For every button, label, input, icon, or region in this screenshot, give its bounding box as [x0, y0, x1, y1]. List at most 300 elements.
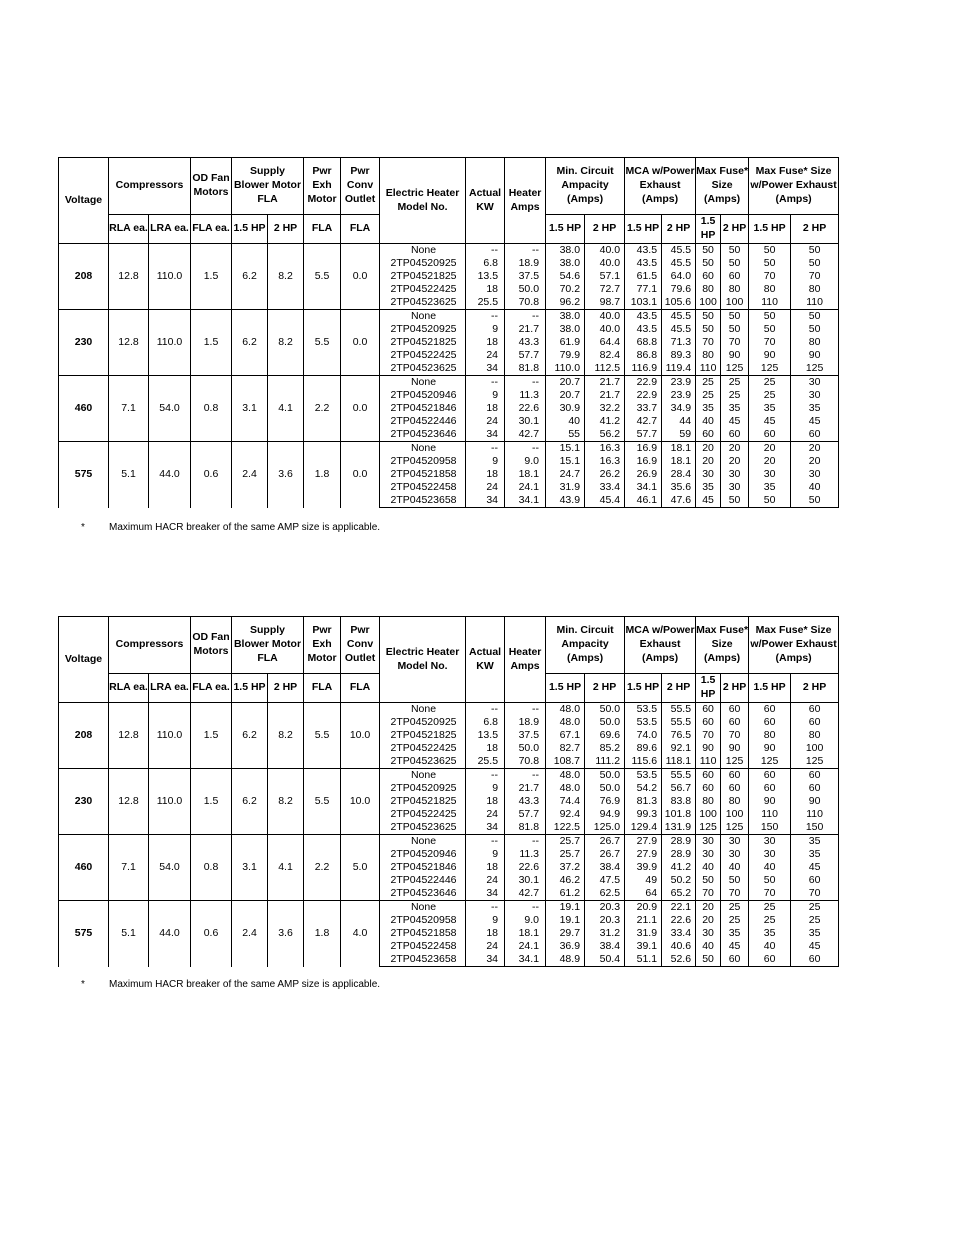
mca-pe-15hp-cell: 43.5 [625, 257, 662, 270]
mca-2hp-cell: 69.6 [585, 729, 625, 742]
od-fan-fla-cell: 0.6 [191, 901, 232, 967]
max-fuse-2hp-cell: 70 [721, 336, 749, 349]
max-fuse-15hp-cell: 50 [696, 310, 721, 324]
mca-pe-2hp-cell: 52.6 [662, 953, 696, 967]
max-fuse-15hp-cell: 60 [696, 782, 721, 795]
mca-pe-15hp-cell: 31.9 [625, 927, 662, 940]
mca-15hp-cell: 38.0 [546, 323, 585, 336]
max-fuse-2hp-cell: 60 [721, 270, 749, 283]
max-fuse-pe-2hp-cell: 90 [791, 795, 839, 808]
actual-kw-cell: 24 [466, 481, 505, 494]
max-fuse-pe-15hp-cell: 40 [749, 940, 791, 953]
mca-header: Min. Circuit Ampacity (Amps) [546, 617, 625, 674]
mca-pe-15hp-cell: 43.5 [625, 310, 662, 324]
max-fuse-pe-15hp-cell: 50 [749, 494, 791, 508]
heater-amps-cell: -- [505, 310, 546, 324]
heater-model-cell: 2TP04522425 [380, 742, 466, 755]
footnote-text: Maximum HACR breaker of the same AMP size is applicable. [109, 522, 381, 533]
heater-amps-cell: -- [505, 901, 546, 915]
mca-2hp-cell: 38.4 [585, 861, 625, 874]
mca-2hp-cell: 50.0 [585, 703, 625, 717]
actual-kw-cell: 9 [466, 455, 505, 468]
heater-model-cell: 2TP04522458 [380, 940, 466, 953]
mca-pe-2hp-cell: 65.2 [662, 887, 696, 901]
max-fuse-pe-15hp-cell: 50 [749, 257, 791, 270]
mca-pe-2hp-cell: 44 [662, 415, 696, 428]
mca-pe-2hp-header: 2 HP [662, 215, 696, 244]
max-fuse-pe-15hp-cell: 60 [749, 703, 791, 717]
mca-15hp-cell: 48.0 [546, 769, 585, 783]
actual-kw-cell: 34 [466, 887, 505, 901]
mca-2hp-cell: 64.4 [585, 336, 625, 349]
mca-pe-2hp-cell: 22.1 [662, 901, 696, 915]
max-fuse-pe-15hp-cell: 25 [749, 389, 791, 402]
mca-15hp-cell: 37.2 [546, 861, 585, 874]
actual-kw-cell: -- [466, 835, 505, 849]
max-fuse-15hp-cell: 30 [696, 835, 721, 849]
mca-pe-2hp-cell: 71.3 [662, 336, 696, 349]
voltage-header: Voltage [59, 617, 109, 703]
max-fuse-pe-15hp-cell: 20 [749, 442, 791, 456]
actual-kw-cell: 34 [466, 821, 505, 835]
heater-amps-cell: 57.7 [505, 349, 546, 362]
max-fuse-power-exhaust-header: Max Fuse* Size w/Power Exhaust (Amps) [749, 617, 839, 674]
heater-model-cell: None [380, 835, 466, 849]
mca-2hp-cell: 20.3 [585, 901, 625, 915]
mca-pe-15hp-cell: 57.7 [625, 428, 662, 442]
max-fuse-pe-2hp-cell: 60 [791, 703, 839, 717]
max-fuse-15hp-cell: 30 [696, 848, 721, 861]
heater-amps-cell: 42.7 [505, 428, 546, 442]
mca-15hp-cell: 43.9 [546, 494, 585, 508]
actual-kw-cell: 34 [466, 428, 505, 442]
mca-2hp-header: 2 HP [585, 215, 625, 244]
actual-kw-cell: 6.8 [466, 716, 505, 729]
mca-pe-2hp-cell: 45.5 [662, 323, 696, 336]
max-fuse-pe-15hp-cell: 25 [749, 914, 791, 927]
max-fuse-15hp-cell: 40 [696, 415, 721, 428]
blower-2hp-header: 2 HP [268, 674, 304, 703]
max-fuse-pe-2hp-cell: 60 [791, 769, 839, 783]
mca-15hp-cell: 38.0 [546, 244, 585, 258]
table-row [59, 835, 839, 849]
mca-pe-2hp-cell: 50.2 [662, 874, 696, 887]
max-fuse-15hp-cell: 60 [696, 703, 721, 717]
max-fuse-pe-15hp-cell: 110 [749, 808, 791, 821]
max-fuse-15hp-cell: 70 [696, 887, 721, 901]
mca-pe-15hp-cell: 61.5 [625, 270, 662, 283]
blower-2hp-fla-cell: 3.6 [268, 901, 304, 967]
mca-pe-2hp-cell: 101.8 [662, 808, 696, 821]
actual-kw-cell: 9 [466, 323, 505, 336]
actual-kw-header: Actual KW [466, 617, 505, 703]
max-fuse-15hp-cell: 100 [696, 808, 721, 821]
mca-15hp-cell: 19.1 [546, 901, 585, 915]
max-fuse-2hp-cell: 90 [721, 742, 749, 755]
max-fuse-pe-15hp-cell: 45 [749, 415, 791, 428]
mca-pe-2hp-cell: 59 [662, 428, 696, 442]
pwr-exh-header: Pwr Exh Motor [304, 158, 341, 215]
mca-2hp-cell: 125.0 [585, 821, 625, 835]
max-fuse-pe-15hp-cell: 25 [749, 376, 791, 390]
mca-pe-2hp-cell: 35.6 [662, 481, 696, 494]
actual-kw-cell: 24 [466, 808, 505, 821]
pwr-conv-fla-cell: 0.0 [341, 310, 380, 376]
footnote [81, 522, 380, 533]
actual-kw-cell: 9 [466, 782, 505, 795]
mca-pe-2hp-cell: 76.5 [662, 729, 696, 742]
max-fuse-pe-15hp-cell: 60 [749, 953, 791, 967]
heater-model-cell: 2TP04520925 [380, 716, 466, 729]
mca-15hp-cell: 79.9 [546, 349, 585, 362]
voltage-cell: 208 [59, 703, 109, 769]
max-fuse-2hp-cell: 45 [721, 415, 749, 428]
max-fuse-2hp-cell: 125 [721, 362, 749, 376]
mca-pe-2hp-cell: 34.9 [662, 402, 696, 415]
mca-pe-15hp-cell: 74.0 [625, 729, 662, 742]
footnote-marker: * [81, 522, 85, 533]
heater-amps-cell: 37.5 [505, 270, 546, 283]
pwr-exh-header: Pwr Exh Motor [304, 617, 341, 674]
actual-kw-cell: 34 [466, 953, 505, 967]
mca-pe-15hp-cell: 27.9 [625, 835, 662, 849]
actual-kw-cell: 6.8 [466, 257, 505, 270]
od-fan-header: OD Fan Motors [191, 617, 232, 674]
heater-model-cell: 2TP04521858 [380, 468, 466, 481]
max-fuse-pe-2hp-cell: 35 [791, 402, 839, 415]
actual-kw-cell: 25.5 [466, 296, 505, 310]
max-fuse-15hp-cell: 35 [696, 481, 721, 494]
max-fuse-15hp-cell: 70 [696, 729, 721, 742]
mca-2hp-cell: 112.5 [585, 362, 625, 376]
rla-cell: 12.8 [109, 703, 149, 769]
heater-model-cell: None [380, 244, 466, 258]
heater-model-cell: None [380, 310, 466, 324]
mca-2hp-cell: 16.3 [585, 442, 625, 456]
mca-15hp-cell: 48.0 [546, 716, 585, 729]
heater-amps-cell: 43.3 [505, 795, 546, 808]
max-fuse-pe-2hp-cell: 50 [791, 323, 839, 336]
pwr-conv-fla-cell: 4.0 [341, 901, 380, 967]
heater-model-cell: 2TP04523625 [380, 362, 466, 376]
heater-model-cell: 2TP04520946 [380, 389, 466, 402]
max-fuse-pe-2hp-cell: 25 [791, 901, 839, 915]
max-fuse-2hp-cell: 60 [721, 703, 749, 717]
actual-kw-cell: 18 [466, 468, 505, 481]
mca-pe-15hp-cell: 77.1 [625, 283, 662, 296]
max-fuse-pe-15hp-cell: 60 [749, 428, 791, 442]
max-fuse-2hp-cell: 60 [721, 953, 749, 967]
mca-15hp-cell: 15.1 [546, 455, 585, 468]
max-fuse-15hp-cell: 25 [696, 389, 721, 402]
lra-header: LRA ea. [149, 215, 191, 244]
heater-model-cell: None [380, 901, 466, 915]
heater-model-header: Electric Heater Model No. [380, 617, 466, 703]
blower-15hp-header: 1.5 HP [232, 215, 268, 244]
mca-pe-15hp-cell: 16.9 [625, 455, 662, 468]
mca-2hp-cell: 40.0 [585, 257, 625, 270]
rla-cell: 5.1 [109, 901, 149, 967]
mca-2hp-cell: 50.0 [585, 716, 625, 729]
mca-15hp-cell: 110.0 [546, 362, 585, 376]
max-fuse-2hp-cell: 100 [721, 808, 749, 821]
max-fuse-pe-15hp-cell: 60 [749, 782, 791, 795]
rla-cell: 12.8 [109, 769, 149, 835]
blower-15hp-fla-cell: 6.2 [232, 769, 268, 835]
actual-kw-cell: 24 [466, 940, 505, 953]
blower-15hp-fla-cell: 6.2 [232, 310, 268, 376]
mca-pe-2hp-cell: 45.5 [662, 244, 696, 258]
max-fuse-2hp-cell: 125 [721, 821, 749, 835]
mca-15hp-cell: 67.1 [546, 729, 585, 742]
max-fuse-15hp-cell: 60 [696, 270, 721, 283]
max-fuse-15hp-cell: 45 [696, 494, 721, 508]
mca-2hp-cell: 40.0 [585, 323, 625, 336]
mca-pe-15hp-cell: 42.7 [625, 415, 662, 428]
heater-model-cell: 2TP04523625 [380, 296, 466, 310]
heater-amps-cell: -- [505, 769, 546, 783]
heater-amps-cell: 50.0 [505, 742, 546, 755]
heater-amps-cell: 18.1 [505, 927, 546, 940]
table-row [59, 703, 839, 717]
blower-2hp-header: 2 HP [268, 215, 304, 244]
heater-model-cell: 2TP04521846 [380, 861, 466, 874]
mca-15hp-cell: 46.2 [546, 874, 585, 887]
max-fuse-pe-2hp-cell: 45 [791, 415, 839, 428]
heater-model-cell: 2TP04521846 [380, 402, 466, 415]
heater-model-cell: 2TP04522425 [380, 808, 466, 821]
mca-15hp-cell: 55 [546, 428, 585, 442]
mca-15hp-cell: 29.7 [546, 927, 585, 940]
mca-pe-15hp-cell: 64 [625, 887, 662, 901]
max-fuse-15hp-cell: 20 [696, 455, 721, 468]
actual-kw-cell: 18 [466, 861, 505, 874]
mca-15hp-cell: 19.1 [546, 914, 585, 927]
heater-model-cell: 2TP04523658 [380, 494, 466, 508]
mca-2hp-cell: 50.0 [585, 782, 625, 795]
max-fuse-pe-2hp-cell: 60 [791, 428, 839, 442]
max-fuse-2hp-cell: 60 [721, 782, 749, 795]
pwr-conv-header: Pwr Conv Outlet [341, 617, 380, 674]
lra-cell: 54.0 [149, 835, 191, 901]
rla-cell: 7.1 [109, 835, 149, 901]
heater-amps-cell: 50.0 [505, 283, 546, 296]
pwr-conv-fla-header: FLA [341, 215, 380, 244]
pwr-exh-fla-header: FLA [304, 674, 341, 703]
lra-cell: 110.0 [149, 310, 191, 376]
heater-amps-cell: 81.8 [505, 821, 546, 835]
mca-pe-15hp-cell: 22.9 [625, 389, 662, 402]
voltage-cell: 575 [59, 442, 109, 508]
heater-model-cell: None [380, 703, 466, 717]
mca-15hp-cell: 70.2 [546, 283, 585, 296]
mca-2hp-cell: 33.4 [585, 481, 625, 494]
mca-2hp-cell: 72.7 [585, 283, 625, 296]
max-fuse-15hp-cell: 25 [696, 376, 721, 390]
mca-pe-2hp-cell: 33.4 [662, 927, 696, 940]
max-fuse-15hp-cell: 80 [696, 283, 721, 296]
max-fuse-15hp-cell: 110 [696, 755, 721, 769]
actual-kw-cell: 24 [466, 874, 505, 887]
max-fuse-pe-2hp-cell: 20 [791, 442, 839, 456]
heater-model-cell: 2TP04522425 [380, 349, 466, 362]
blower-2hp-fla-cell: 3.6 [268, 442, 304, 508]
max-fuse-pe-2hp-cell: 150 [791, 821, 839, 835]
max-fuse-15hp-cell: 50 [696, 323, 721, 336]
mca-pe-2hp-cell: 28.9 [662, 835, 696, 849]
mca-2hp-cell: 56.2 [585, 428, 625, 442]
actual-kw-cell: 34 [466, 494, 505, 508]
max-fuse-pe-2hp-cell: 25 [791, 914, 839, 927]
heater-model-cell: 2TP04522425 [380, 283, 466, 296]
mca-pe-2hp-cell: 55.5 [662, 769, 696, 783]
heater-model-cell: 2TP04521825 [380, 336, 466, 349]
actual-kw-cell: 13.5 [466, 270, 505, 283]
max-fuse-pe-15hp-cell: 50 [749, 323, 791, 336]
max-fuse-15hp-cell: 40 [696, 861, 721, 874]
heater-model-cell: 2TP04520946 [380, 848, 466, 861]
actual-kw-cell: 25.5 [466, 755, 505, 769]
mca-pe-15hp-cell: 21.1 [625, 914, 662, 927]
max-fuse-pe-2hp-cell: 20 [791, 455, 839, 468]
actual-kw-cell: -- [466, 703, 505, 717]
actual-kw-cell: -- [466, 310, 505, 324]
max-fuse-pe-15hp-cell: 35 [749, 927, 791, 940]
lra-cell: 110.0 [149, 769, 191, 835]
mca-pe-15hp-cell: 43.5 [625, 323, 662, 336]
mca-pe-2hp-cell: 22.6 [662, 914, 696, 927]
heater-amps-cell: 21.7 [505, 323, 546, 336]
heater-model-cell: 2TP04523625 [380, 755, 466, 769]
heater-amps-cell: 24.1 [505, 940, 546, 953]
heater-model-header: Electric Heater Model No. [380, 158, 466, 244]
heater-amps-cell: 81.8 [505, 362, 546, 376]
max-fuse-15hp-cell: 20 [696, 901, 721, 915]
fuse-pe-15hp-header: 1.5 HP [749, 674, 791, 703]
table-row [59, 310, 839, 324]
actual-kw-cell: 24 [466, 415, 505, 428]
max-fuse-2hp-cell: 35 [721, 927, 749, 940]
mca-2hp-cell: 62.5 [585, 887, 625, 901]
heater-amps-cell: 22.6 [505, 861, 546, 874]
pwr-exh-fla-header: FLA [304, 215, 341, 244]
mca-2hp-header: 2 HP [585, 674, 625, 703]
max-fuse-2hp-cell: 100 [721, 296, 749, 310]
heater-model-cell: None [380, 769, 466, 783]
mca-pe-15hp-cell: 54.2 [625, 782, 662, 795]
max-fuse-15hp-cell: 80 [696, 349, 721, 362]
mca-pe-15hp-cell: 115.6 [625, 755, 662, 769]
mca-2hp-cell: 98.7 [585, 296, 625, 310]
max-fuse-2hp-cell: 125 [721, 755, 749, 769]
mca-pe-15hp-cell: 16.9 [625, 442, 662, 456]
max-fuse-pe-15hp-cell: 70 [749, 270, 791, 283]
max-fuse-pe-15hp-cell: 50 [749, 244, 791, 258]
actual-kw-cell: -- [466, 769, 505, 783]
mca-pe-2hp-cell: 23.9 [662, 376, 696, 390]
mca-2hp-cell: 26.7 [585, 835, 625, 849]
heater-model-cell: 2TP04520925 [380, 257, 466, 270]
mca-pe-2hp-cell: 47.6 [662, 494, 696, 508]
mca-15hp-cell: 38.0 [546, 257, 585, 270]
max-fuse-pe-15hp-cell: 60 [749, 716, 791, 729]
actual-kw-cell: 18 [466, 402, 505, 415]
mca-pe-15hp-cell: 26.9 [625, 468, 662, 481]
heater-model-cell: 2TP04520925 [380, 782, 466, 795]
mca-pe-2hp-cell: 92.1 [662, 742, 696, 755]
blower-15hp-fla-cell: 2.4 [232, 901, 268, 967]
max-fuse-2hp-cell: 50 [721, 494, 749, 508]
mca-pe-15hp-cell: 51.1 [625, 953, 662, 967]
max-fuse-pe-15hp-cell: 30 [749, 468, 791, 481]
mca-2hp-cell: 26.2 [585, 468, 625, 481]
max-fuse-pe-15hp-cell: 50 [749, 310, 791, 324]
max-fuse-pe-15hp-cell: 150 [749, 821, 791, 835]
max-fuse-pe-2hp-cell: 60 [791, 716, 839, 729]
mca-2hp-cell: 47.5 [585, 874, 625, 887]
actual-kw-cell: -- [466, 901, 505, 915]
pwr-exh-fla-cell: 1.8 [304, 442, 341, 508]
max-fuse-2hp-cell: 80 [721, 283, 749, 296]
mca-pe-2hp-cell: 55.5 [662, 703, 696, 717]
heater-model-cell: 2TP04520925 [380, 323, 466, 336]
supply-blower-header: Supply Blower Motor FLA [232, 158, 304, 215]
mca-pe-15hp-cell: 99.3 [625, 808, 662, 821]
mca-2hp-cell: 40.0 [585, 244, 625, 258]
mca-2hp-cell: 21.7 [585, 389, 625, 402]
heater-amps-cell: 70.8 [505, 296, 546, 310]
compressors-header: Compressors [109, 158, 191, 215]
max-fuse-pe-2hp-cell: 35 [791, 848, 839, 861]
max-fuse-15hp-cell: 90 [696, 742, 721, 755]
max-fuse-15hp-cell: 80 [696, 795, 721, 808]
mca-pe-15hp-cell: 27.9 [625, 848, 662, 861]
mca-15hp-cell: 122.5 [546, 821, 585, 835]
max-fuse-pe-15hp-cell: 110 [749, 296, 791, 310]
heater-model-cell: None [380, 376, 466, 390]
mca-pe-15hp-cell: 34.1 [625, 481, 662, 494]
od-fan-fla-cell: 0.6 [191, 442, 232, 508]
mca-pe-15hp-cell: 43.5 [625, 244, 662, 258]
max-fuse-header: Max Fuse* Size (Amps) [696, 158, 749, 215]
mca-pe-2hp-cell: 23.9 [662, 389, 696, 402]
mca-15hp-cell: 36.9 [546, 940, 585, 953]
lra-cell: 54.0 [149, 376, 191, 442]
mca-2hp-cell: 41.2 [585, 415, 625, 428]
table-body [59, 244, 839, 508]
electrical-data-table-1 [58, 157, 839, 508]
table-row [59, 244, 839, 258]
mca-15hp-cell: 15.1 [546, 442, 585, 456]
heater-model-cell: 2TP04521825 [380, 729, 466, 742]
actual-kw-cell: -- [466, 442, 505, 456]
max-fuse-pe-2hp-cell: 40 [791, 481, 839, 494]
mca-15hp-cell: 61.9 [546, 336, 585, 349]
actual-kw-cell: 13.5 [466, 729, 505, 742]
mca-pe-2hp-cell: 56.7 [662, 782, 696, 795]
max-fuse-2hp-cell: 25 [721, 901, 749, 915]
actual-kw-cell: 24 [466, 349, 505, 362]
heater-model-cell: 2TP04521825 [380, 795, 466, 808]
max-fuse-2hp-cell: 50 [721, 323, 749, 336]
voltage-cell: 230 [59, 769, 109, 835]
mca-15hp-cell: 20.7 [546, 376, 585, 390]
max-fuse-header: Max Fuse* Size (Amps) [696, 617, 749, 674]
mca-15hp-cell: 24.7 [546, 468, 585, 481]
max-fuse-15hp-cell: 30 [696, 468, 721, 481]
actual-kw-cell: 9 [466, 914, 505, 927]
mca-pe-2hp-cell: 40.6 [662, 940, 696, 953]
